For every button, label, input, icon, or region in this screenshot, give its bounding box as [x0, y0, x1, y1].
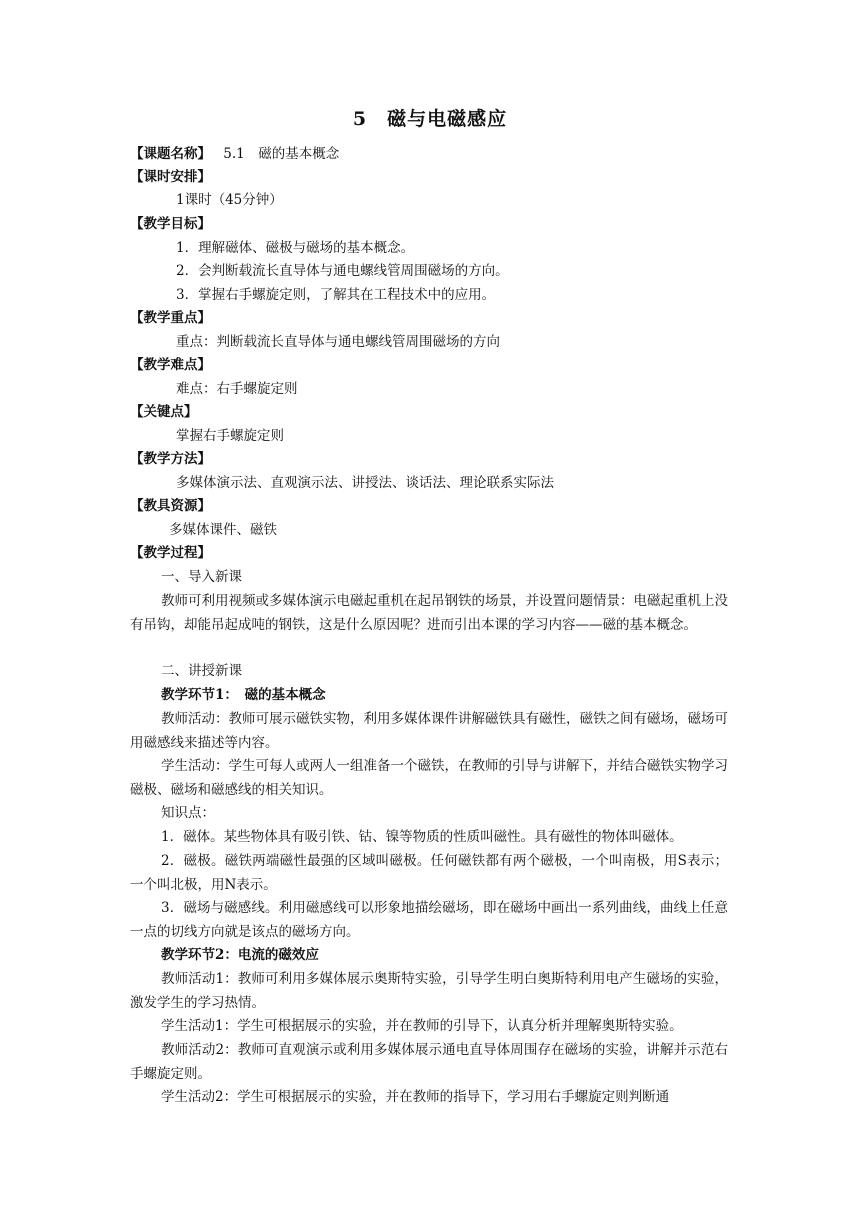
- key-label: 【教学重点】: [130, 310, 211, 326]
- knowledge-item: 2．磁极。磁铁两端磁性最强的区域叫磁极。任何磁铁都有两个磁极，一个叫南极，用S表示；一个叫北极，用N表示。: [130, 853, 728, 893]
- keypoint-value: 掌握右手螺旋定则: [176, 428, 284, 444]
- step2-heading: 教学环节2：电流的磁效应: [161, 947, 319, 963]
- goal-item: 2．会判断载流长直导体与通电螺线管周围磁场的方向。: [176, 263, 509, 279]
- keypoint-label: 【关键点】: [130, 404, 198, 420]
- step2-teacher1-paragraph: 教师活动1：教师可利用多媒体展示奥斯特实验，引导学生明白奥斯特利用电产生磁场的实验，激发学生的学习热情。: [130, 971, 728, 1011]
- knowledge-label: 知识点：: [161, 805, 215, 821]
- process-label: 【教学过程】: [130, 545, 211, 561]
- difficulty-value: 难点：右手螺旋定则: [176, 381, 298, 397]
- resources-value: 多媒体课件、磁铁: [169, 522, 277, 538]
- topic-row: [130, 143, 339, 166]
- topic-label: 【课题名称】: [130, 146, 211, 162]
- intro-paragraph: 教师可利用视频或多媒体演示电磁起重机在起吊钢铁的场景，并设置问题情景：电磁起重机上没有吊钩，却能吊起成吨的钢铁，这是什么原因呢？进而引出本课的学习内容——磁的基本概念。: [130, 593, 728, 633]
- goals-label: 【教学目标】: [130, 216, 211, 232]
- step2-student1-paragraph: 学生活动1：学生可根据展示的实验，并在教师的引导下，认真分析并理解奥斯特实验。: [161, 1018, 683, 1034]
- step1-teacher-paragraph: 教师活动：教师可展示磁铁实物，利用多媒体课件讲解磁铁具有磁性，磁铁之间有磁场，磁场可用磁感线来描述等内容。: [130, 711, 728, 751]
- knowledge-item: 1．磁体。某些物体具有吸引铁、钴、镍等物质的性质叫磁性。具有磁性的物体叫磁体。: [161, 829, 683, 845]
- document-title: 5 磁与电磁感应: [352, 108, 508, 130]
- section-heading: 二、讲授新课: [161, 663, 242, 679]
- step1-student-paragraph: 学生活动：学生可每人或两人一组准备一个磁铁，在教师的引导与讲解下，并结合磁铁实物学习磁极、磁场和磁感线的相关知识。: [130, 758, 728, 798]
- key-value: 重点：判断载流长直导体与通电螺线管周围磁场的方向: [176, 334, 500, 350]
- step1-heading: 教学环节1： 磁的基本概念: [161, 687, 326, 703]
- section-heading: 一、导入新课: [161, 569, 242, 585]
- step2-teacher2-paragraph: 教师活动2：教师可直观演示或利用多媒体展示通电直导体周围存在磁场的实验，讲解并示范右手螺旋定则。: [130, 1042, 728, 1082]
- difficulty-label: 【教学难点】: [130, 357, 211, 373]
- hours-value: 1课时（45分钟）: [176, 192, 283, 208]
- hours-label: 【课时安排】: [130, 169, 211, 185]
- topic-value: 5.1 磁的基本概念: [223, 146, 340, 162]
- goal-item: 1．理解磁体、磁极与磁场的基本概念。: [176, 240, 415, 256]
- resources-label: 【教具资源】: [130, 498, 211, 514]
- knowledge-item: 3．磁场与磁感线。利用磁感线可以形象地描绘磁场，即在磁场中画出一系列曲线，曲线上任意一点的切线方向就是该点的磁场方向。: [130, 900, 728, 940]
- goal-item: 3．掌握右手螺旋定则，了解其在工程技术中的应用。: [176, 287, 496, 303]
- step2-student2-paragraph: 学生活动2：学生可根据展示的实验，并在教师的指导下，学习用右手螺旋定则判断通: [161, 1089, 670, 1105]
- method-value: 多媒体演示法、直观演示法、讲授法、谈话法、理论联系实际法: [176, 475, 554, 491]
- method-label: 【教学方法】: [130, 451, 211, 467]
